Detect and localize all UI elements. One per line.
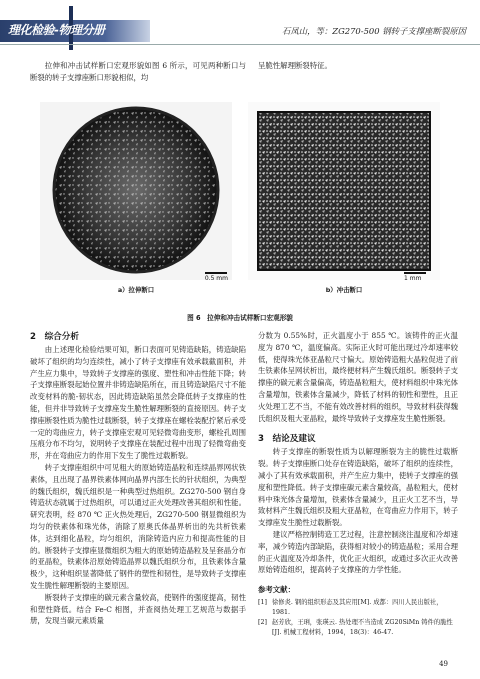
intro-left-text: 拉伸和冲击试样断口宏观形貌如图 6 所示，可见两种断口与断裂的转子支撑座断口形貌相似，均 — [30, 61, 246, 82]
intro-right-column — [258, 60, 458, 72]
references-heading: 参考文献： — [258, 585, 295, 595]
scale-bar-b: 1 mm — [404, 272, 426, 282]
reference-item: [1] 徐修炎. 钢的组织形态及其应用[M]. 成都：四川人民出版社，1981. — [258, 599, 443, 617]
left-column — [30, 330, 246, 627]
section-2-heading: 2 综合分析 — [30, 332, 79, 342]
journal-logo: 理化检验-物理分册 — [8, 23, 105, 37]
page-header — [0, 0, 480, 54]
references — [258, 584, 458, 638]
reference-item: [2] 赵芳欣，王琍，张瑛云. 热处理不当造成 ZG20SiMn 铸件的脆性[J]. 机械工程材料，1994，18(3)：46-47. — [258, 619, 453, 637]
scale-bar-a: 0.5 mm — [205, 272, 228, 282]
section-3-heading: 3 结论及建议 — [258, 434, 316, 445]
intro-left-column — [30, 60, 246, 84]
page-number: 49 — [439, 660, 448, 668]
right-column — [258, 330, 458, 638]
figure-6a — [40, 102, 232, 294]
impact-fracture-image — [248, 102, 440, 280]
section-2-paragraph-2: 转子支撑座组织中可见粗大的原始铸造晶粒和连续晶界网状铁素体，且出现了晶界铁素体网向晶界内部生长的针状组织，为典型的魏氏组织，魏氏组织是一种典型过热组织。ZG270-500 钢自身铸造状态就属于过热组织，可以通过正火处理改善其组织和性能。研究表明，经 870 ℃ 正火热处理后，ZG270-500 钢显微组织为均匀的铁素体和珠光体，消除了原奥氏体晶界析出的先共析铁素体，达到细化晶粒，均匀组织，消除铸造内应力和提高性能的目的。断裂转子支撑座显微组织为粗大的原始铸造晶粒及呈套晶分布的亚晶粒，铁素体沿原始铸造晶界以魏氏组织分布，且铁素体含量极少，这种组织显著降低了钢件的塑性和韧性，是导致转子支撑座发生脆性解理断裂的主要原因。 — [30, 462, 246, 590]
intro-right-text: 呈脆性解理断裂特征。 — [258, 61, 332, 70]
figure-6b-label: b）冲击断口 — [325, 286, 363, 294]
header-rule — [0, 44, 480, 45]
section-3-paragraph-1: 转子支撑座的断裂性质为以解理断裂为主的脆性过载断裂。转子支撑座断口处存在铸造缺陷，破坏了组织的连续性，减小了其有效承载面积，并产生应力集中，使转子支撑座的强度和塑性降低。转子支撑座碳元素含量较高，晶粒粗大，使材料中珠光体含量增加，铁素体含量减少，且正火工艺不当，导致材料产生魏氏组织及粗大亚晶粒，在弯曲应力作用下，转子支撑座发生脆性过载断裂。 — [258, 447, 458, 528]
running-title: 石凤山，等：ZG270-500 钢转子支撑座断裂原因 — [282, 26, 466, 36]
section-2-paragraph-1: 由上述理化检验结果可知，断口表面可见铸造缺陷，铸造缺陷破坏了组织的均匀连续性，减小了转子支撑座有效承载截面积，并产生应力集中，导致转子支撑座的强度、塑性和冲击性能下降；转子支撑座断裂起始位置并非铸造缺陷所在，而且铸造缺陷尺寸不能改变材料的脆-韧状态，因此铸造缺陷虽然会降低转子支撑座的性能，但并非导致转子支撑座发生脆性解理断裂的直接原因。转子支撑座断裂性质为脆性过载断裂，转子支撑座在螺栓装配拧紧后承受一定的弯曲应力，转子支撑座宏观可见轻微弯曲变形，螺栓孔周围压痕分布不均匀，说明转子支撑座在装配过程中出现了轻微弯曲变形，并在弯曲应力的作用下发生了脆性过载断裂。 — [30, 345, 246, 461]
figure-6-caption: 图 6 拉伸和冲击试样断口宏观形貌 — [187, 314, 293, 322]
tensile-fracture-image — [40, 102, 232, 280]
section-2-paragraph-3-continued: 分数为 0.55%时，正火温度小于 855 ℃。该铸件的正火温度为 870 ℃，温度偏高。实际正火时可能出现过冷却速率较低，使得珠光体亚晶粒尺寸偏大。原始铸造粗大晶粒促进了前生铁素体呈网状析出，最终便材料产生魏氏组织。断裂转子支撑座的碳元素含量偏高，铸造晶粒粗大，使材料组织中珠光体含量增加，铁素体含量减少，降低了材料的韧性和塑性，且正火处理工艺不当，不能有效改善材料的组织，导致材料获得魏氏组织及粗大亚晶粒，最终导致转子支撑座发生脆性断裂。 — [258, 331, 458, 423]
figure-6b — [248, 102, 440, 294]
section-3-paragraph-2: 建议严格控制铸造工艺过程，注意控制浇注温度和冷却速率，减少铸造内部缺陷，获得相对较小的铸造晶粒；采用合理的正火温度及冷却条件，优化正火组织，或通过多次正火改善原始铸造组织，提高转子支撑座的力学性能。 — [258, 529, 458, 575]
figure-6a-label: a）拉伸断口 — [117, 286, 155, 294]
section-2-paragraph-3: 断裂转子支撑座的碳元素含量较高，使钢件的强度提高，韧性和塑性降低。结合 Fe-C 相图，并查阅热处理工艺规范与数据手册，发现当碳元素质量 — [30, 592, 246, 626]
